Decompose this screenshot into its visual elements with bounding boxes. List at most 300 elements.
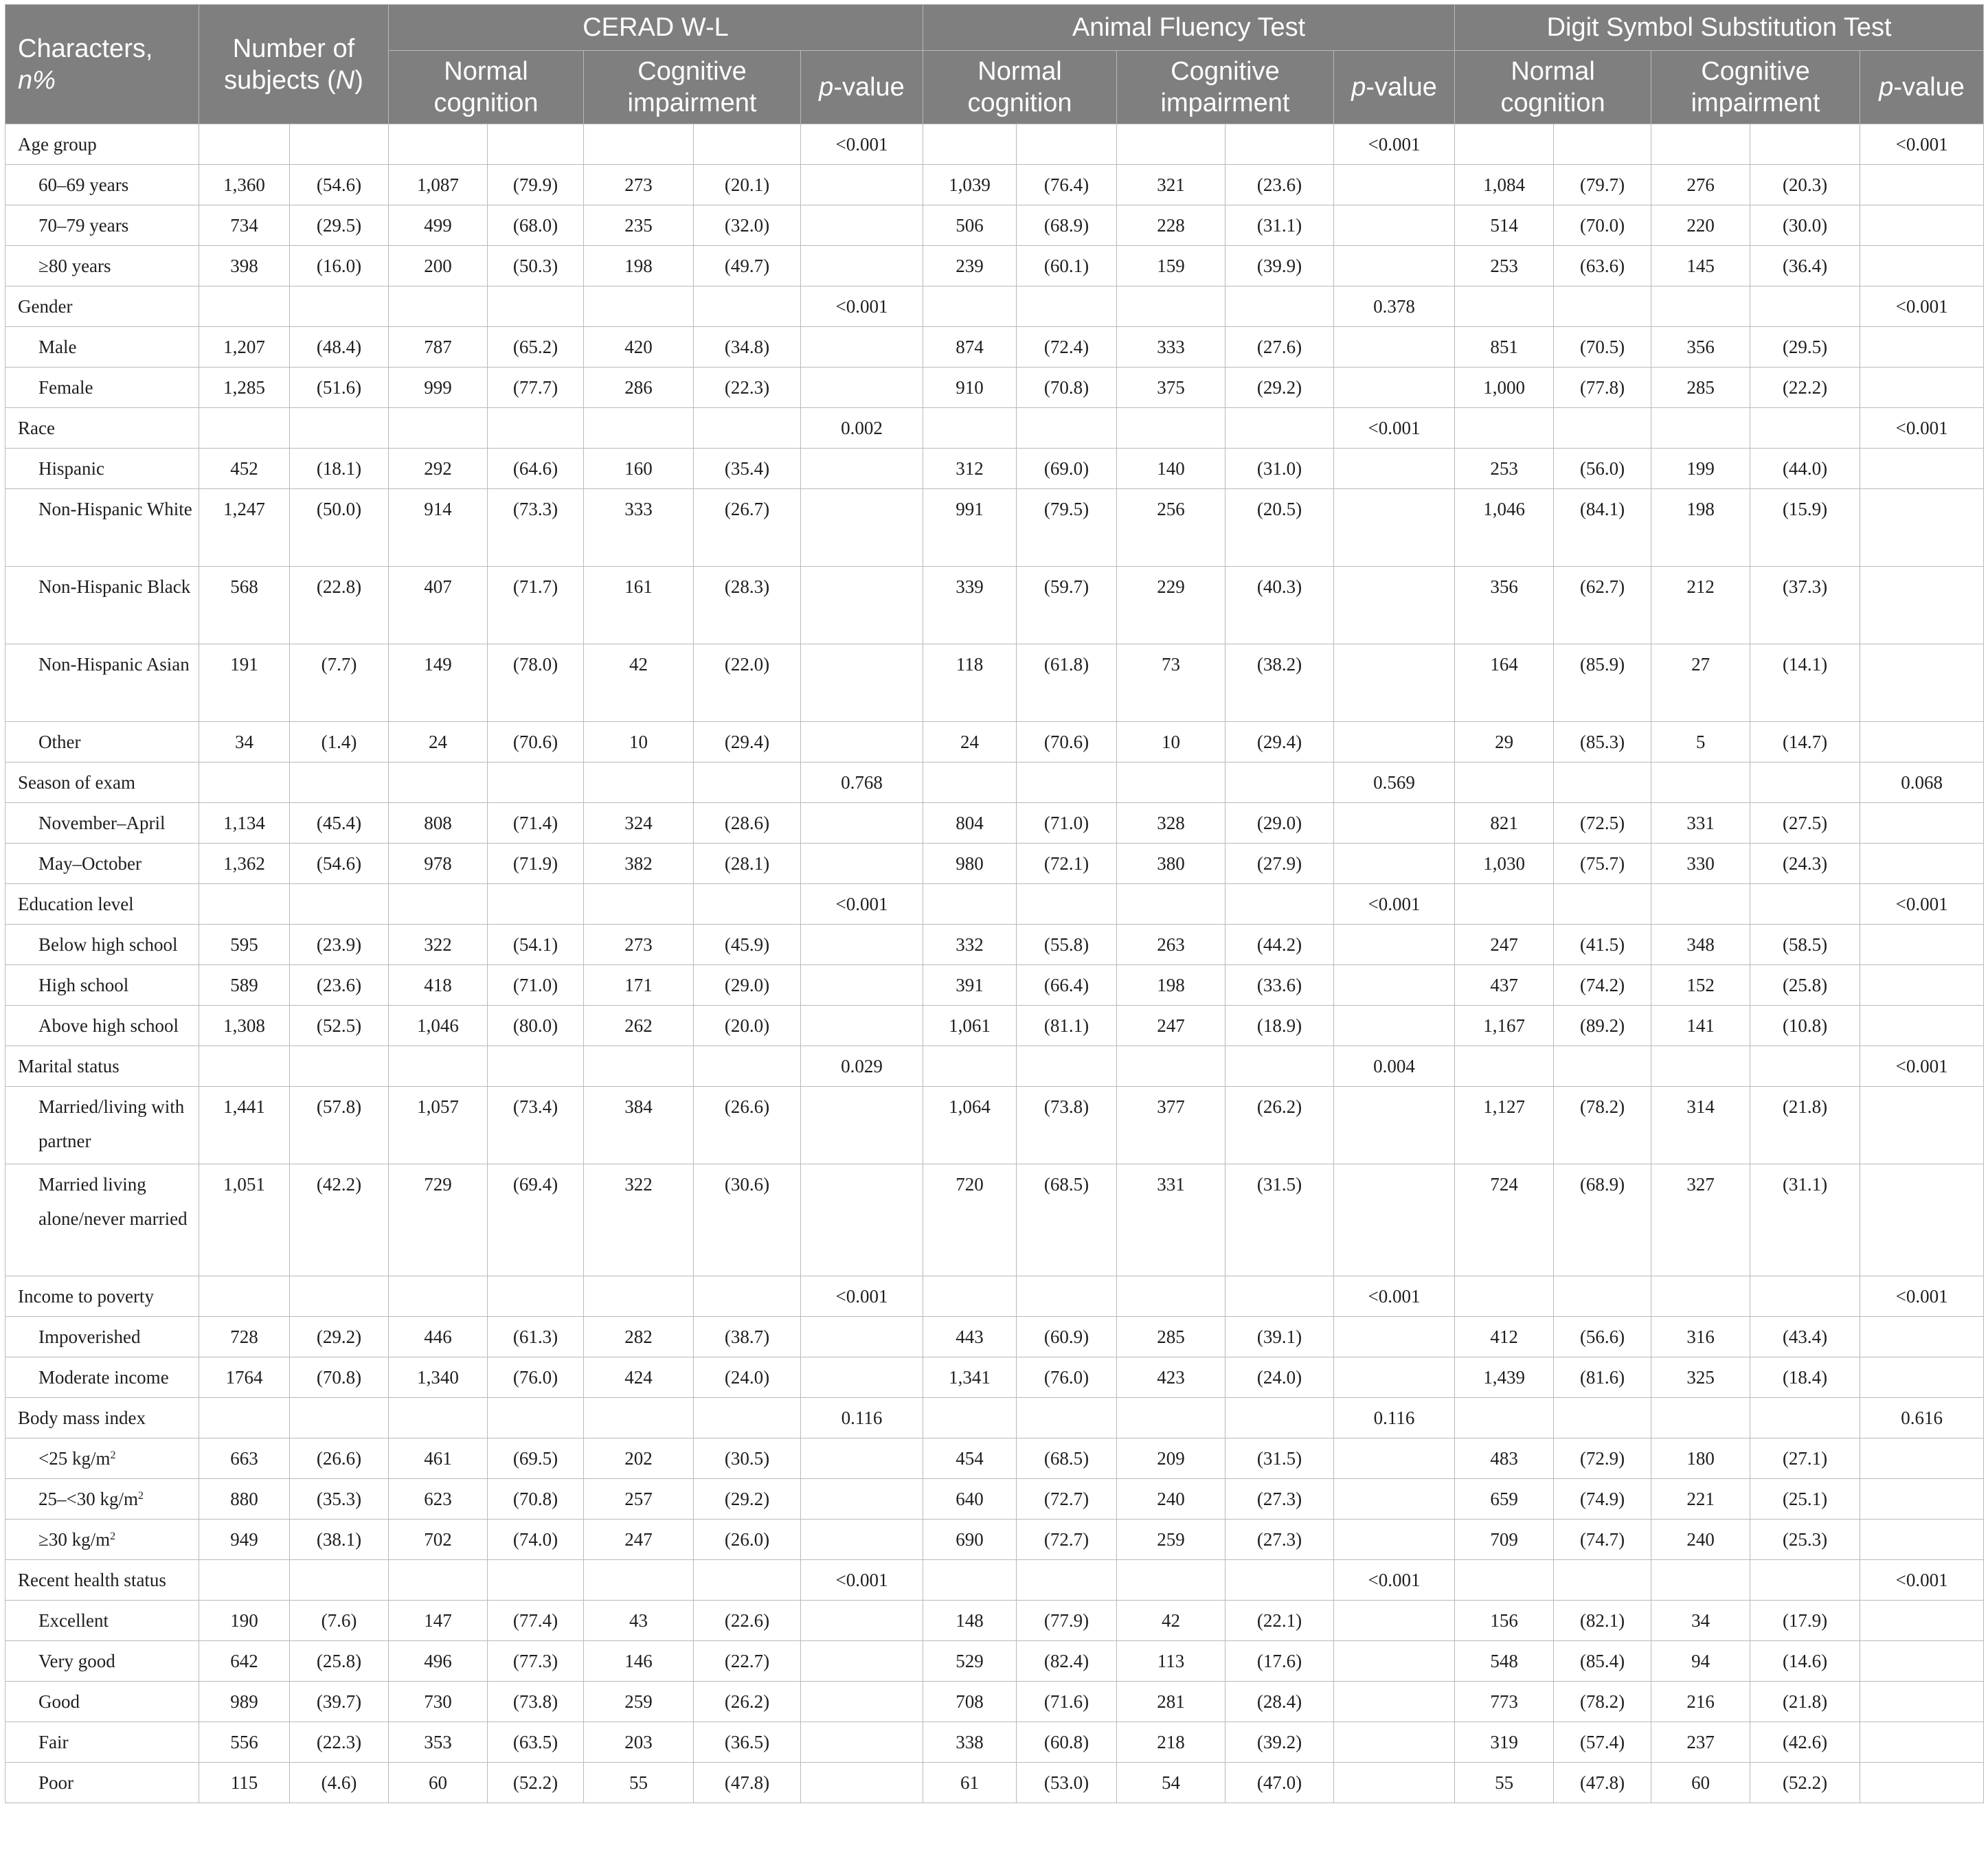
p-value-cell: 0.029 bbox=[801, 1046, 923, 1087]
percent-cell: (75.7) bbox=[1554, 844, 1651, 884]
count-cell bbox=[1117, 1560, 1225, 1601]
p-value-cell bbox=[1334, 1479, 1455, 1520]
percent-cell: (22.3) bbox=[694, 368, 801, 408]
percent-cell: (28.1) bbox=[694, 844, 801, 884]
count-cell bbox=[1117, 1398, 1225, 1438]
table-row bbox=[5, 489, 1984, 567]
subjects-count-cell: 642 bbox=[199, 1641, 290, 1682]
percent-cell: (74.2) bbox=[1554, 965, 1651, 1006]
p-value-cell bbox=[1860, 803, 1984, 844]
percent-cell bbox=[694, 1398, 801, 1438]
header-cognitive-impairment: Cognitive impairment bbox=[584, 51, 801, 124]
row-label bbox=[5, 327, 199, 368]
subjects-count-cell: 949 bbox=[199, 1520, 290, 1560]
percent-cell: (29.5) bbox=[1750, 327, 1860, 368]
p-value-cell: <0.001 bbox=[801, 124, 923, 165]
percent-cell: (63.5) bbox=[488, 1722, 584, 1763]
row-label bbox=[5, 925, 199, 965]
row-label-text: Age group bbox=[18, 134, 97, 155]
row-label-text: Recent health status bbox=[18, 1570, 166, 1590]
count-cell: 200 bbox=[389, 246, 488, 286]
count-cell bbox=[1117, 286, 1225, 327]
percent-cell: (52.2) bbox=[1750, 1763, 1860, 1803]
table-row bbox=[5, 965, 1984, 1006]
count-cell: 316 bbox=[1651, 1317, 1750, 1357]
count-cell: 1,046 bbox=[1455, 489, 1554, 567]
percent-cell bbox=[694, 884, 801, 925]
p-value-cell: <0.001 bbox=[1334, 884, 1455, 925]
count-cell bbox=[389, 1560, 488, 1601]
percent-cell: (77.7) bbox=[488, 368, 584, 408]
count-cell: 322 bbox=[584, 1164, 694, 1276]
row-label bbox=[5, 1722, 199, 1763]
percent-cell: (44.2) bbox=[1225, 925, 1334, 965]
count-cell: 24 bbox=[389, 722, 488, 763]
percent-cell: (72.4) bbox=[1017, 327, 1117, 368]
count-cell: 273 bbox=[584, 925, 694, 965]
percent-cell bbox=[488, 884, 584, 925]
percent-cell: (79.5) bbox=[1017, 489, 1117, 567]
count-cell: 773 bbox=[1455, 1682, 1554, 1722]
subjects-count-cell: 1,308 bbox=[199, 1006, 290, 1046]
percent-cell: (39.2) bbox=[1225, 1722, 1334, 1763]
percent-cell bbox=[1225, 884, 1334, 925]
p-value-cell bbox=[1334, 1438, 1455, 1479]
count-cell: 94 bbox=[1651, 1641, 1750, 1682]
percent-cell: (21.8) bbox=[1750, 1087, 1860, 1164]
count-cell: 160 bbox=[584, 449, 694, 489]
count-cell: 424 bbox=[584, 1357, 694, 1398]
unit-superscript: 2 bbox=[110, 1449, 116, 1461]
percent-cell: (24.3) bbox=[1750, 844, 1860, 884]
header-group-digit-symbol: Digit Symbol Substitution Test bbox=[1455, 5, 1984, 51]
p-value-cell bbox=[1334, 965, 1455, 1006]
table-row bbox=[5, 722, 1984, 763]
p-value-cell bbox=[1334, 246, 1455, 286]
count-cell bbox=[923, 1046, 1017, 1087]
p-value-cell bbox=[1334, 368, 1455, 408]
p-value-cell bbox=[1860, 165, 1984, 205]
percent-cell: (29.4) bbox=[1225, 722, 1334, 763]
subjects-percent-cell: (35.3) bbox=[290, 1479, 389, 1520]
percent-cell bbox=[1017, 124, 1117, 165]
count-cell: 339 bbox=[923, 567, 1017, 644]
p-value-cell bbox=[801, 567, 923, 644]
subjects-percent-cell bbox=[290, 124, 389, 165]
count-cell: 331 bbox=[1651, 803, 1750, 844]
percent-cell: (14.7) bbox=[1750, 722, 1860, 763]
p-value-cell: 0.002 bbox=[801, 408, 923, 449]
table-row bbox=[5, 644, 1984, 722]
percent-cell: (71.4) bbox=[488, 803, 584, 844]
row-label-text: November–April bbox=[38, 813, 166, 833]
count-cell bbox=[584, 763, 694, 803]
percent-cell bbox=[1017, 1398, 1117, 1438]
p-value-cell bbox=[1860, 965, 1984, 1006]
percent-cell: (22.7) bbox=[694, 1641, 801, 1682]
count-cell: 1,439 bbox=[1455, 1357, 1554, 1398]
table-group-row bbox=[5, 408, 1984, 449]
count-cell: 330 bbox=[1651, 844, 1750, 884]
subjects-percent-cell: (29.2) bbox=[290, 1317, 389, 1357]
row-label-text: Female bbox=[38, 377, 93, 398]
subjects-count-cell: 1764 bbox=[199, 1357, 290, 1398]
percent-cell: (15.9) bbox=[1750, 489, 1860, 567]
percent-cell bbox=[488, 763, 584, 803]
percent-cell: (30.0) bbox=[1750, 205, 1860, 246]
row-label-text: 25–<30 kg/m bbox=[38, 1489, 138, 1509]
percent-cell bbox=[488, 286, 584, 327]
subjects-count-cell: 190 bbox=[199, 1601, 290, 1641]
p-value-cell bbox=[801, 1641, 923, 1682]
row-label-text: Poor bbox=[38, 1772, 74, 1793]
percent-cell: (69.4) bbox=[488, 1164, 584, 1276]
header-group-cerad: CERAD W-L bbox=[389, 5, 923, 51]
percent-cell: (29.4) bbox=[694, 722, 801, 763]
count-cell: 1,341 bbox=[923, 1357, 1017, 1398]
percent-cell bbox=[1225, 1046, 1334, 1087]
count-cell bbox=[1455, 884, 1554, 925]
percent-cell bbox=[488, 1398, 584, 1438]
count-cell: 910 bbox=[923, 368, 1017, 408]
row-label-text: Non-Hispanic White bbox=[38, 499, 192, 519]
row-label bbox=[5, 1357, 199, 1398]
table-row bbox=[5, 1722, 1984, 1763]
p-value-cell bbox=[1860, 925, 1984, 965]
p-value-cell bbox=[801, 246, 923, 286]
percent-cell: (36.5) bbox=[694, 1722, 801, 1763]
percent-cell: (34.8) bbox=[694, 327, 801, 368]
count-cell: 978 bbox=[389, 844, 488, 884]
count-cell: 348 bbox=[1651, 925, 1750, 965]
subjects-count-cell: 34 bbox=[199, 722, 290, 763]
count-cell: 212 bbox=[1651, 567, 1750, 644]
count-cell: 322 bbox=[389, 925, 488, 965]
table-group-row bbox=[5, 1276, 1984, 1317]
count-cell: 702 bbox=[389, 1520, 488, 1560]
p-value-cell bbox=[801, 1763, 923, 1803]
p-value-cell bbox=[1334, 1722, 1455, 1763]
percent-cell: (40.3) bbox=[1225, 567, 1334, 644]
header-normal-cognition: Normal cognition bbox=[389, 51, 584, 124]
subjects-count-cell bbox=[199, 286, 290, 327]
table-row bbox=[5, 1087, 1984, 1164]
count-cell bbox=[389, 286, 488, 327]
header-group-animal-fluency: Animal Fluency Test bbox=[923, 5, 1455, 51]
percent-cell: (70.6) bbox=[1017, 722, 1117, 763]
percent-cell: (17.9) bbox=[1750, 1601, 1860, 1641]
row-label-text: Married/living with partner bbox=[38, 1096, 185, 1151]
p-value-cell bbox=[801, 1357, 923, 1398]
percent-cell: (72.7) bbox=[1017, 1520, 1117, 1560]
p-value-cell bbox=[1334, 1763, 1455, 1803]
count-cell: 235 bbox=[584, 205, 694, 246]
count-cell bbox=[1117, 408, 1225, 449]
row-label-text: Other bbox=[38, 732, 81, 752]
p-value-cell bbox=[1334, 327, 1455, 368]
subjects-count-cell bbox=[199, 408, 290, 449]
percent-cell: (25.3) bbox=[1750, 1520, 1860, 1560]
subjects-percent-cell bbox=[290, 763, 389, 803]
percent-cell bbox=[1750, 884, 1860, 925]
count-cell: 499 bbox=[389, 205, 488, 246]
percent-cell: (20.1) bbox=[694, 165, 801, 205]
count-cell: 808 bbox=[389, 803, 488, 844]
count-cell: 253 bbox=[1455, 449, 1554, 489]
p-value-cell bbox=[1334, 1520, 1455, 1560]
count-cell bbox=[1651, 763, 1750, 803]
percent-cell: (72.7) bbox=[1017, 1479, 1117, 1520]
percent-cell: (27.1) bbox=[1750, 1438, 1860, 1479]
row-label bbox=[5, 1479, 199, 1520]
count-cell: 1,057 bbox=[389, 1087, 488, 1164]
count-cell: 259 bbox=[1117, 1520, 1225, 1560]
count-cell: 216 bbox=[1651, 1682, 1750, 1722]
percent-cell: (17.6) bbox=[1225, 1641, 1334, 1682]
percent-cell: (63.6) bbox=[1554, 246, 1651, 286]
p-value-cell: <0.001 bbox=[1334, 1276, 1455, 1317]
p-value-cell bbox=[1334, 489, 1455, 567]
p-value-cell bbox=[1860, 449, 1984, 489]
p-value-cell: <0.001 bbox=[1860, 884, 1984, 925]
percent-cell: (35.4) bbox=[694, 449, 801, 489]
p-value-cell bbox=[801, 327, 923, 368]
table-group-row bbox=[5, 763, 1984, 803]
percent-cell: (22.1) bbox=[1225, 1601, 1334, 1641]
subjects-count-cell: 452 bbox=[199, 449, 290, 489]
percent-cell: (36.4) bbox=[1750, 246, 1860, 286]
subjects-percent-cell: (4.6) bbox=[290, 1763, 389, 1803]
row-label-text: ≥30 kg/m bbox=[38, 1529, 111, 1550]
count-cell bbox=[1651, 1560, 1750, 1601]
count-cell: 247 bbox=[1455, 925, 1554, 965]
p-value-cell: <0.001 bbox=[1334, 124, 1455, 165]
count-cell bbox=[1651, 408, 1750, 449]
p-value-cell bbox=[801, 803, 923, 844]
percent-cell: (85.9) bbox=[1554, 644, 1651, 722]
percent-cell: (41.5) bbox=[1554, 925, 1651, 965]
percent-cell: (27.3) bbox=[1225, 1520, 1334, 1560]
percent-cell: (29.2) bbox=[1225, 368, 1334, 408]
count-cell: 454 bbox=[923, 1438, 1017, 1479]
percent-cell: (70.6) bbox=[488, 722, 584, 763]
percent-cell: (76.4) bbox=[1017, 165, 1117, 205]
count-cell: 29 bbox=[1455, 722, 1554, 763]
count-cell: 240 bbox=[1117, 1479, 1225, 1520]
count-cell: 708 bbox=[923, 1682, 1017, 1722]
row-label bbox=[5, 124, 199, 165]
percent-cell: (22.2) bbox=[1750, 368, 1860, 408]
subjects-percent-cell: (45.4) bbox=[290, 803, 389, 844]
subjects-percent-cell: (42.2) bbox=[290, 1164, 389, 1276]
header-p-value: p-value bbox=[801, 51, 923, 124]
table-body bbox=[5, 124, 1984, 1803]
p-value-cell bbox=[801, 1601, 923, 1641]
row-label-text: Marital status bbox=[18, 1056, 120, 1076]
row-label-text: High school bbox=[38, 975, 129, 995]
percent-cell bbox=[488, 1276, 584, 1317]
row-label-text: Excellent bbox=[38, 1610, 109, 1631]
count-cell: 461 bbox=[389, 1438, 488, 1479]
percent-cell: (39.1) bbox=[1225, 1317, 1334, 1357]
percent-cell bbox=[694, 763, 801, 803]
count-cell: 281 bbox=[1117, 1682, 1225, 1722]
p-value-cell bbox=[1334, 567, 1455, 644]
percent-cell bbox=[1225, 1560, 1334, 1601]
subjects-count-cell: 1,362 bbox=[199, 844, 290, 884]
row-label-text: Education level bbox=[18, 894, 134, 914]
p-value-cell bbox=[801, 844, 923, 884]
p-value-cell bbox=[1334, 1164, 1455, 1276]
percent-cell: (73.8) bbox=[1017, 1087, 1117, 1164]
count-cell: 286 bbox=[584, 368, 694, 408]
header-cognitive-impairment: Cognitive impairment bbox=[1117, 51, 1334, 124]
percent-cell: (27.6) bbox=[1225, 327, 1334, 368]
percent-cell bbox=[1750, 1046, 1860, 1087]
percent-cell: (73.8) bbox=[488, 1682, 584, 1722]
p-value-cell bbox=[801, 1682, 923, 1722]
percent-cell: (74.9) bbox=[1554, 1479, 1651, 1520]
row-label bbox=[5, 1317, 199, 1357]
count-cell bbox=[1117, 1046, 1225, 1087]
count-cell: 312 bbox=[923, 449, 1017, 489]
table-row bbox=[5, 1682, 1984, 1722]
percent-cell: (77.3) bbox=[488, 1641, 584, 1682]
percent-cell bbox=[1554, 286, 1651, 327]
p-value-cell: <0.001 bbox=[1334, 408, 1455, 449]
row-label bbox=[5, 286, 199, 327]
percent-cell: (27.3) bbox=[1225, 1479, 1334, 1520]
percent-cell: (56.0) bbox=[1554, 449, 1651, 489]
count-cell: 1,087 bbox=[389, 165, 488, 205]
p-value-cell bbox=[1860, 722, 1984, 763]
count-cell bbox=[1651, 1398, 1750, 1438]
row-label bbox=[5, 368, 199, 408]
subjects-percent-cell: (23.6) bbox=[290, 965, 389, 1006]
percent-cell bbox=[694, 124, 801, 165]
percent-cell: (55.8) bbox=[1017, 925, 1117, 965]
table-row bbox=[5, 1006, 1984, 1046]
count-cell bbox=[584, 1046, 694, 1087]
count-cell: 156 bbox=[1455, 1601, 1554, 1641]
count-cell bbox=[1455, 124, 1554, 165]
percent-cell: (33.6) bbox=[1225, 965, 1334, 1006]
table-group-row bbox=[5, 286, 1984, 327]
count-cell: 1,039 bbox=[923, 165, 1017, 205]
count-cell: 218 bbox=[1117, 1722, 1225, 1763]
subjects-percent-cell bbox=[290, 1398, 389, 1438]
count-cell: 331 bbox=[1117, 1164, 1225, 1276]
count-cell: 42 bbox=[584, 644, 694, 722]
table-row bbox=[5, 567, 1984, 644]
p-value-cell bbox=[1860, 1164, 1984, 1276]
count-cell bbox=[584, 1398, 694, 1438]
percent-cell: (85.4) bbox=[1554, 1641, 1651, 1682]
percent-cell: (45.9) bbox=[694, 925, 801, 965]
percent-cell: (14.1) bbox=[1750, 644, 1860, 722]
p-value-cell: 0.004 bbox=[1334, 1046, 1455, 1087]
subjects-count-cell: 556 bbox=[199, 1722, 290, 1763]
count-cell bbox=[389, 408, 488, 449]
subjects-count-cell bbox=[199, 1398, 290, 1438]
count-cell bbox=[1455, 763, 1554, 803]
percent-cell: (71.0) bbox=[488, 965, 584, 1006]
count-cell: 327 bbox=[1651, 1164, 1750, 1276]
subjects-count-cell: 880 bbox=[199, 1479, 290, 1520]
subjects-count-cell: 1,360 bbox=[199, 165, 290, 205]
count-cell: 514 bbox=[1455, 205, 1554, 246]
subjects-percent-cell: (52.5) bbox=[290, 1006, 389, 1046]
table-row bbox=[5, 1164, 1984, 1276]
p-value-cell bbox=[1860, 1763, 1984, 1803]
percent-cell: (65.2) bbox=[488, 327, 584, 368]
row-label-text: <25 kg/m bbox=[38, 1448, 111, 1469]
row-label bbox=[5, 722, 199, 763]
count-cell: 282 bbox=[584, 1317, 694, 1357]
percent-cell: (14.6) bbox=[1750, 1641, 1860, 1682]
count-cell bbox=[923, 1398, 1017, 1438]
count-cell: 285 bbox=[1651, 368, 1750, 408]
count-cell: 382 bbox=[584, 844, 694, 884]
subjects-count-cell: 191 bbox=[199, 644, 290, 722]
unit-superscript: 2 bbox=[137, 1490, 144, 1502]
count-cell: 1,030 bbox=[1455, 844, 1554, 884]
subjects-percent-cell: (23.9) bbox=[290, 925, 389, 965]
percent-cell bbox=[1017, 1046, 1117, 1087]
table-row bbox=[5, 368, 1984, 408]
percent-cell: (85.3) bbox=[1554, 722, 1651, 763]
count-cell: 285 bbox=[1117, 1317, 1225, 1357]
count-cell: 145 bbox=[1651, 246, 1750, 286]
subjects-percent-cell: (70.8) bbox=[290, 1357, 389, 1398]
count-cell: 199 bbox=[1651, 449, 1750, 489]
table-row bbox=[5, 449, 1984, 489]
table-group-row bbox=[5, 1046, 1984, 1087]
percent-cell bbox=[1554, 884, 1651, 925]
p-value-cell bbox=[1334, 1601, 1455, 1641]
count-cell: 273 bbox=[584, 165, 694, 205]
count-cell: 437 bbox=[1455, 965, 1554, 1006]
row-label bbox=[5, 1087, 199, 1164]
percent-cell bbox=[1750, 763, 1860, 803]
percent-cell: (37.3) bbox=[1750, 567, 1860, 644]
percent-cell: (52.2) bbox=[488, 1763, 584, 1803]
row-label-text: May–October bbox=[38, 853, 142, 874]
percent-cell: (70.8) bbox=[1017, 368, 1117, 408]
percent-cell: (31.5) bbox=[1225, 1164, 1334, 1276]
count-cell bbox=[1651, 884, 1750, 925]
count-cell: 61 bbox=[923, 1763, 1017, 1803]
subjects-percent-cell: (16.0) bbox=[290, 246, 389, 286]
count-cell bbox=[923, 1560, 1017, 1601]
percent-cell: (24.0) bbox=[1225, 1357, 1334, 1398]
subjects-count-cell: 1,051 bbox=[199, 1164, 290, 1276]
percent-cell bbox=[1225, 124, 1334, 165]
count-cell: 384 bbox=[584, 1087, 694, 1164]
percent-cell: (58.5) bbox=[1750, 925, 1860, 965]
count-cell: 164 bbox=[1455, 644, 1554, 722]
row-label-text: Below high school bbox=[38, 934, 178, 955]
table-row bbox=[5, 1479, 1984, 1520]
p-value-cell bbox=[1860, 1479, 1984, 1520]
count-cell: 375 bbox=[1117, 368, 1225, 408]
subjects-percent-cell: (54.6) bbox=[290, 844, 389, 884]
row-label-text: Gender bbox=[18, 296, 73, 317]
table-row bbox=[5, 1520, 1984, 1560]
count-cell bbox=[923, 408, 1017, 449]
count-cell: 720 bbox=[923, 1164, 1017, 1276]
row-label bbox=[5, 1276, 199, 1317]
